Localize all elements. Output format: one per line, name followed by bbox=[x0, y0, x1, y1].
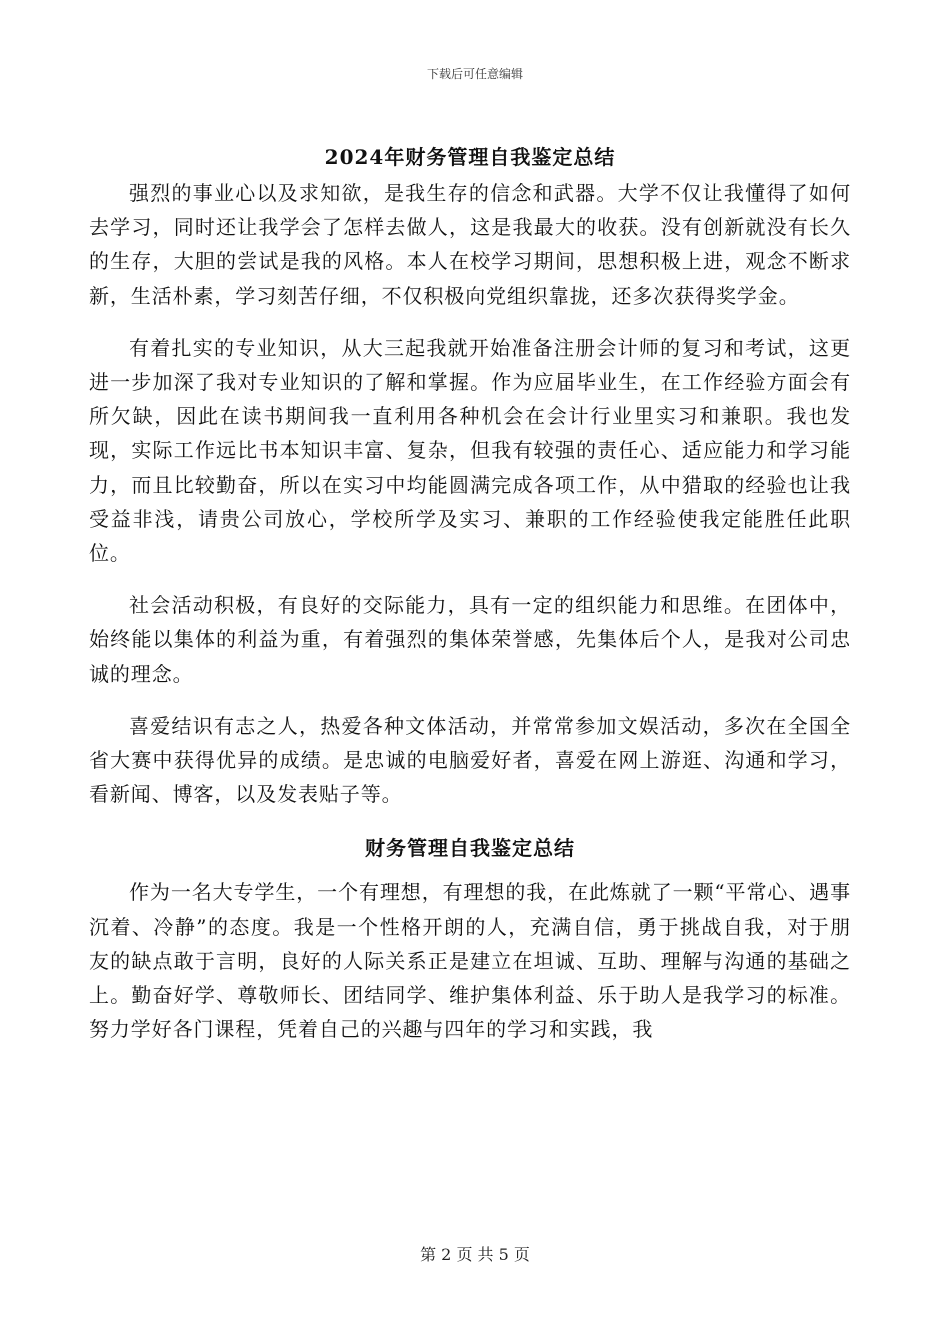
document-title: 2024年财务管理自我鉴定总结 bbox=[324, 145, 616, 169]
page-number: 第 2 页 共 5 页 bbox=[420, 1245, 530, 1264]
paragraph: 有着扎实的专业知识，从大三起我就开始准备注册会计师的复习和考试，这更进一步加深了我对专业知识的了解和掌握。作为应届毕业生，在工作经验方面会有所欠缺，因此在读书期间我一直利用各种机会在会计行业里实习和兼职。我也发现，实际工作远比书本知识丰富、复杂，但我有较强的责任心、适应能力和学习能力，而且比较勤奋，所以在实习中均能圆满完成各项工作，从中猎取的经验也让我受益非浅，请贵公司放心，学校所学及实习、兼职的工作经验使我定能胜任此职位。 bbox=[89, 335, 851, 566]
paragraph: 社会活动积极，有良好的交际能力，具有一定的组织能力和思维。在团体中，始终能以集体的利益为重，有着强烈的集体荣誉感，先集体后个人，是我对公司忠诚的理念。 bbox=[89, 593, 851, 686]
section-title: 财务管理自我鉴定总结 bbox=[365, 836, 575, 861]
paragraph: 作为一名大专学生，一个有理想，有理想的我，在此炼就了一颗“平常心、遇事沉着、冷静”的态度。我是一个性格开朗的人，充满自信，勇于挑战自我，对于朋友的缺点敢于言明，良好的人际关系正是建立在坦诚、互助、理解与沟通的基础之上。勤奋好学、尊敬师长、团结同学、维护集体利益、乐于助人是我学习的标准。努力学好各门课程，凭着自己的兴趣与四年的学习和实践，我 bbox=[89, 880, 851, 1042]
header-note: 下载后可任意编辑 bbox=[426, 67, 523, 81]
document-body bbox=[89, 138, 851, 1064]
paragraph: 强烈的事业心以及求知欲，是我生存的信念和武器。大学不仅让我懂得了如何去学习，同时还让我学会了怎样去做人，这是我最大的收获。没有创新就没有长久的生存，大胆的尝试是我的风格。本人在校学习期间，思想积极上进，观念不断求新，生活朴素，学习刻苦仔细，不仅积极向党组织靠拢，还多次获得奖学金。 bbox=[89, 181, 851, 308]
paragraph: 喜爱结识有志之人，热爱各种文体活动，并常常参加文娱活动，多次在全国全省大赛中获得优异的成绩。是忠诚的电脑爱好者，喜爱在网上游逛、沟通和学习，看新闻、博客，以及发表贴子等。 bbox=[89, 713, 851, 807]
